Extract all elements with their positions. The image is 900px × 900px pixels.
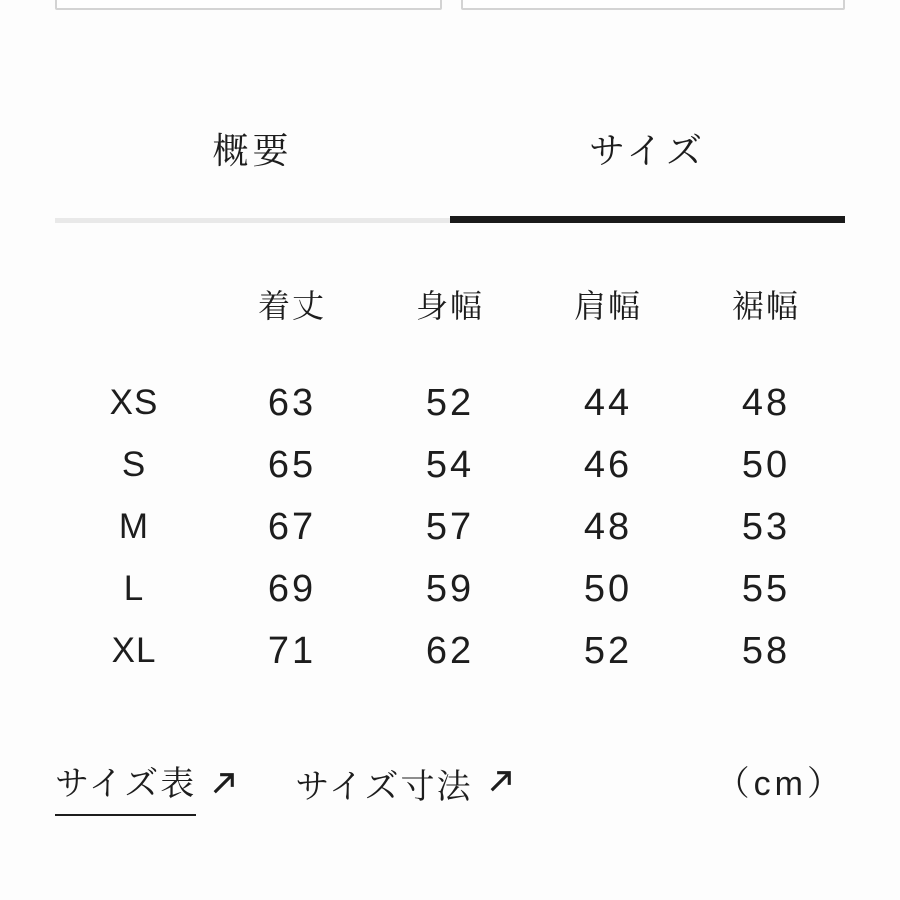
top-partial-button-right[interactable]	[461, 0, 845, 10]
size-dimensions-link-label: サイズ寸法	[295, 768, 473, 806]
cell-xl-body-length: 71	[267, 629, 317, 672]
cell-l-shoulder-width: 50	[583, 567, 633, 610]
cell-m-body-length: 67	[267, 505, 317, 548]
column-header-body-width: 身幅	[415, 288, 484, 324]
cell-xl-shoulder-width: 52	[583, 629, 633, 672]
footer	[55, 762, 845, 816]
cell-xs-hem-width: 48	[741, 381, 791, 424]
cell-xs-body-width: 52	[425, 381, 475, 424]
unit-label: （cm）	[715, 765, 845, 803]
size-table	[55, 286, 845, 682]
size-chart-link-label: サイズ表	[55, 762, 196, 816]
column-header-empty	[55, 286, 213, 372]
row-label-m: M	[118, 507, 150, 546]
column-header-body-length: 着丈	[257, 288, 326, 324]
cell-s-body-width: 54	[425, 443, 475, 486]
tab-underline-active	[450, 216, 845, 223]
tab-underline	[55, 216, 845, 223]
cell-xl-hem-width: 58	[741, 629, 791, 672]
column-header-shoulder-width: 肩幅	[573, 288, 642, 324]
tab-bar	[55, 128, 845, 174]
cell-s-body-length: 65	[267, 443, 317, 486]
external-link-icon	[210, 764, 237, 808]
row-label-s: S	[121, 445, 147, 484]
cell-l-hem-width: 55	[741, 567, 791, 610]
cell-xl-body-width: 62	[425, 629, 475, 672]
size-chart-link[interactable]	[55, 762, 237, 816]
size-dimensions-link[interactable]	[295, 762, 513, 812]
cell-s-shoulder-width: 46	[583, 443, 633, 486]
row-label-l: L	[123, 569, 145, 608]
cell-xs-body-length: 63	[267, 381, 317, 424]
row-label-xl: XL	[111, 631, 157, 670]
external-link-icon	[487, 762, 514, 806]
cell-s-hem-width: 50	[741, 443, 791, 486]
cell-xs-shoulder-width: 44	[583, 381, 633, 424]
cell-l-body-width: 59	[425, 567, 475, 610]
column-header-hem-width: 裾幅	[731, 288, 800, 324]
cell-m-shoulder-width: 48	[583, 505, 633, 548]
top-partial-button-left[interactable]	[55, 0, 442, 10]
tab-size[interactable]: サイズ	[588, 130, 707, 171]
cell-l-body-length: 69	[267, 567, 317, 610]
cell-m-body-width: 57	[425, 505, 475, 548]
tab-overview[interactable]: 概要	[212, 130, 293, 171]
cell-m-hem-width: 53	[741, 505, 791, 548]
tab-underline-inactive	[55, 218, 450, 223]
row-label-xs: XS	[109, 383, 159, 422]
